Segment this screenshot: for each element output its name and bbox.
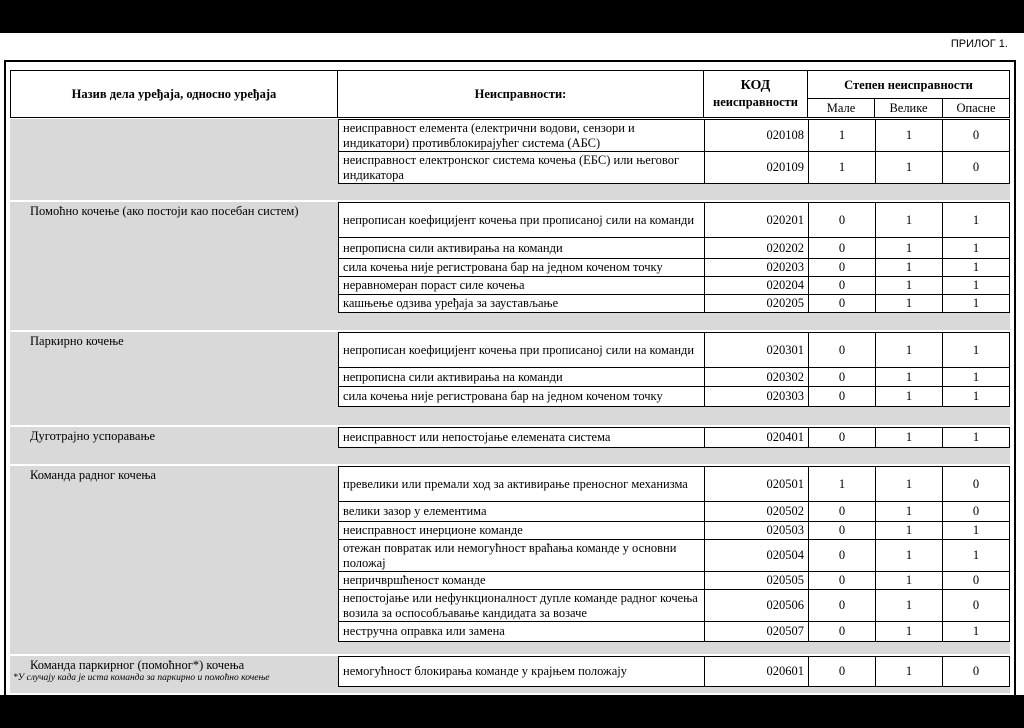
degree-minor: 0 [808,367,876,387]
degree-major: 1 [875,656,943,687]
degree-dangerous: 1 [942,276,1010,295]
defect-description: превелики или премали ход за активирање преносног механизма [338,466,705,502]
degree-major: 1 [875,294,943,313]
defect-description: неисправност елемента (електрични водови, сензори и индикатори) противблокирајућег система (АБС) [338,119,705,152]
footnote: *У случају када је иста команда за паркирно и помоћно кочење [13,673,270,683]
defect-description: непрописан коефицијент кочења при прописаној сили на команди [338,332,705,368]
degree-major: 1 [875,151,943,184]
degree-minor: 0 [808,539,876,572]
degree-dangerous: 1 [942,521,1010,540]
defect-code: 020302 [704,367,809,387]
defect-code: 020301 [704,332,809,368]
header-name-col: Назив дела уређаја, односно уређаја [10,70,338,118]
degree-major: 1 [875,466,943,502]
degree-minor: 0 [808,332,876,368]
defect-code: 020109 [704,151,809,184]
degree-major: 1 [875,258,943,277]
degree-dangerous: 1 [942,621,1010,642]
degree-major: 1 [875,521,943,540]
degree-minor: 0 [808,386,876,407]
degree-dangerous: 0 [942,571,1010,590]
degree-minor: 0 [808,501,876,522]
degree-major: 1 [875,276,943,295]
degree-major: 1 [875,621,943,642]
degree-major: 1 [875,332,943,368]
defect-code: 020501 [704,466,809,502]
header-major: Велике [874,98,943,118]
degree-major: 1 [875,501,943,522]
degree-minor: 1 [808,151,876,184]
degree-minor: 0 [808,621,876,642]
degree-minor: 1 [808,466,876,502]
defect-code: 020205 [704,294,809,313]
defect-code: 020504 [704,539,809,572]
group-name: Паркирно кочење [30,334,124,348]
degree-dangerous: 1 [942,237,1010,259]
degree-minor: 0 [808,656,876,687]
degree-dangerous: 1 [942,294,1010,313]
degree-minor: 0 [808,427,876,448]
defect-description: сила кочења није регистрована бар на једном коченом точку [338,258,705,277]
defect-code: 020401 [704,427,809,448]
defect-code: 020303 [704,386,809,407]
header-minor: Мале [807,98,875,118]
document-page [0,33,1024,695]
defect-code: 020507 [704,621,809,642]
defect-code: 020506 [704,589,809,622]
header-dangerous: Опасне [942,98,1010,118]
degree-major: 1 [875,367,943,387]
defect-code: 020203 [704,258,809,277]
defect-description: непрописна сили активирања на команди [338,237,705,259]
degree-minor: 0 [808,571,876,590]
degree-major: 1 [875,427,943,448]
defect-description: неисправност електронског система кочења (ЕБС) или његовог индикатора [338,151,705,184]
defect-code: 020503 [704,521,809,540]
degree-minor: 0 [808,276,876,295]
defect-description: нестручна оправка или замена [338,621,705,642]
header-defects-col: Неисправности: [337,70,704,118]
degree-major: 1 [875,589,943,622]
degree-major: 1 [875,119,943,152]
defect-description: непричвршћеност команде [338,571,705,590]
defect-code: 020601 [704,656,809,687]
degree-minor: 0 [808,237,876,259]
header-degree-col: Степен неисправности [807,70,1010,99]
degree-dangerous: 1 [942,386,1010,407]
degree-dangerous: 0 [942,466,1010,502]
degree-minor: 0 [808,521,876,540]
degree-dangerous: 1 [942,367,1010,387]
degree-major: 1 [875,539,943,572]
degree-minor: 0 [808,202,876,238]
degree-dangerous: 0 [942,151,1010,184]
defect-description: неисправност или непостојање елемената система [338,427,705,448]
defect-description: непрописна сили активирања на команди [338,367,705,387]
defect-description: неисправност инерционе команде [338,521,705,540]
header-code-col: КОД неисправности [703,70,808,118]
group-name: Команда паркирног (помоћног*) кочења [30,658,245,672]
group-name: Помоћно кочење (ако постоји као посебан систем) [30,204,299,218]
group-name: Команда радног кочења [30,468,156,482]
degree-dangerous: 1 [942,539,1010,572]
degree-dangerous: 1 [942,332,1010,368]
defect-description: немогућност блокирања команде у крајњем положају [338,656,705,687]
degree-dangerous: 0 [942,589,1010,622]
defect-description: отежан повратак или немогућност враћања команде у основни положај [338,539,705,572]
degree-dangerous: 1 [942,202,1010,238]
degree-major: 1 [875,571,943,590]
degree-major: 1 [875,386,943,407]
degree-dangerous: 0 [942,501,1010,522]
defect-description: непрописан коефицијент кочења при прописаној сили на команди [338,202,705,238]
degree-minor: 1 [808,119,876,152]
degree-minor: 0 [808,294,876,313]
degree-dangerous: 1 [942,427,1010,448]
degree-major: 1 [875,202,943,238]
degree-dangerous: 1 [942,258,1010,277]
defect-code: 020108 [704,119,809,152]
defect-code: 020502 [704,501,809,522]
degree-minor: 0 [808,589,876,622]
defect-description: неравномеран пораст силе кочења [338,276,705,295]
defect-description: велики зазор у елементима [338,501,705,522]
degree-dangerous: 0 [942,656,1010,687]
degree-major: 1 [875,237,943,259]
annex-label: ПРИЛОГ 1. [950,38,1008,50]
group-name: Дуготрајно успоравање [30,429,156,443]
degree-dangerous: 0 [942,119,1010,152]
defect-code: 020201 [704,202,809,238]
degree-minor: 0 [808,258,876,277]
defect-code: 020202 [704,237,809,259]
defect-code: 020204 [704,276,809,295]
defect-description: сила кочења није регистрована бар на једном коченом точку [338,386,705,407]
defect-description: непостојање или нефункционалност дупле команде радног кочења возила за оспособљавање кандидата за возаче [338,589,705,622]
defect-code: 020505 [704,571,809,590]
defect-description: кашњење одзива уређаја за заустављање [338,294,705,313]
